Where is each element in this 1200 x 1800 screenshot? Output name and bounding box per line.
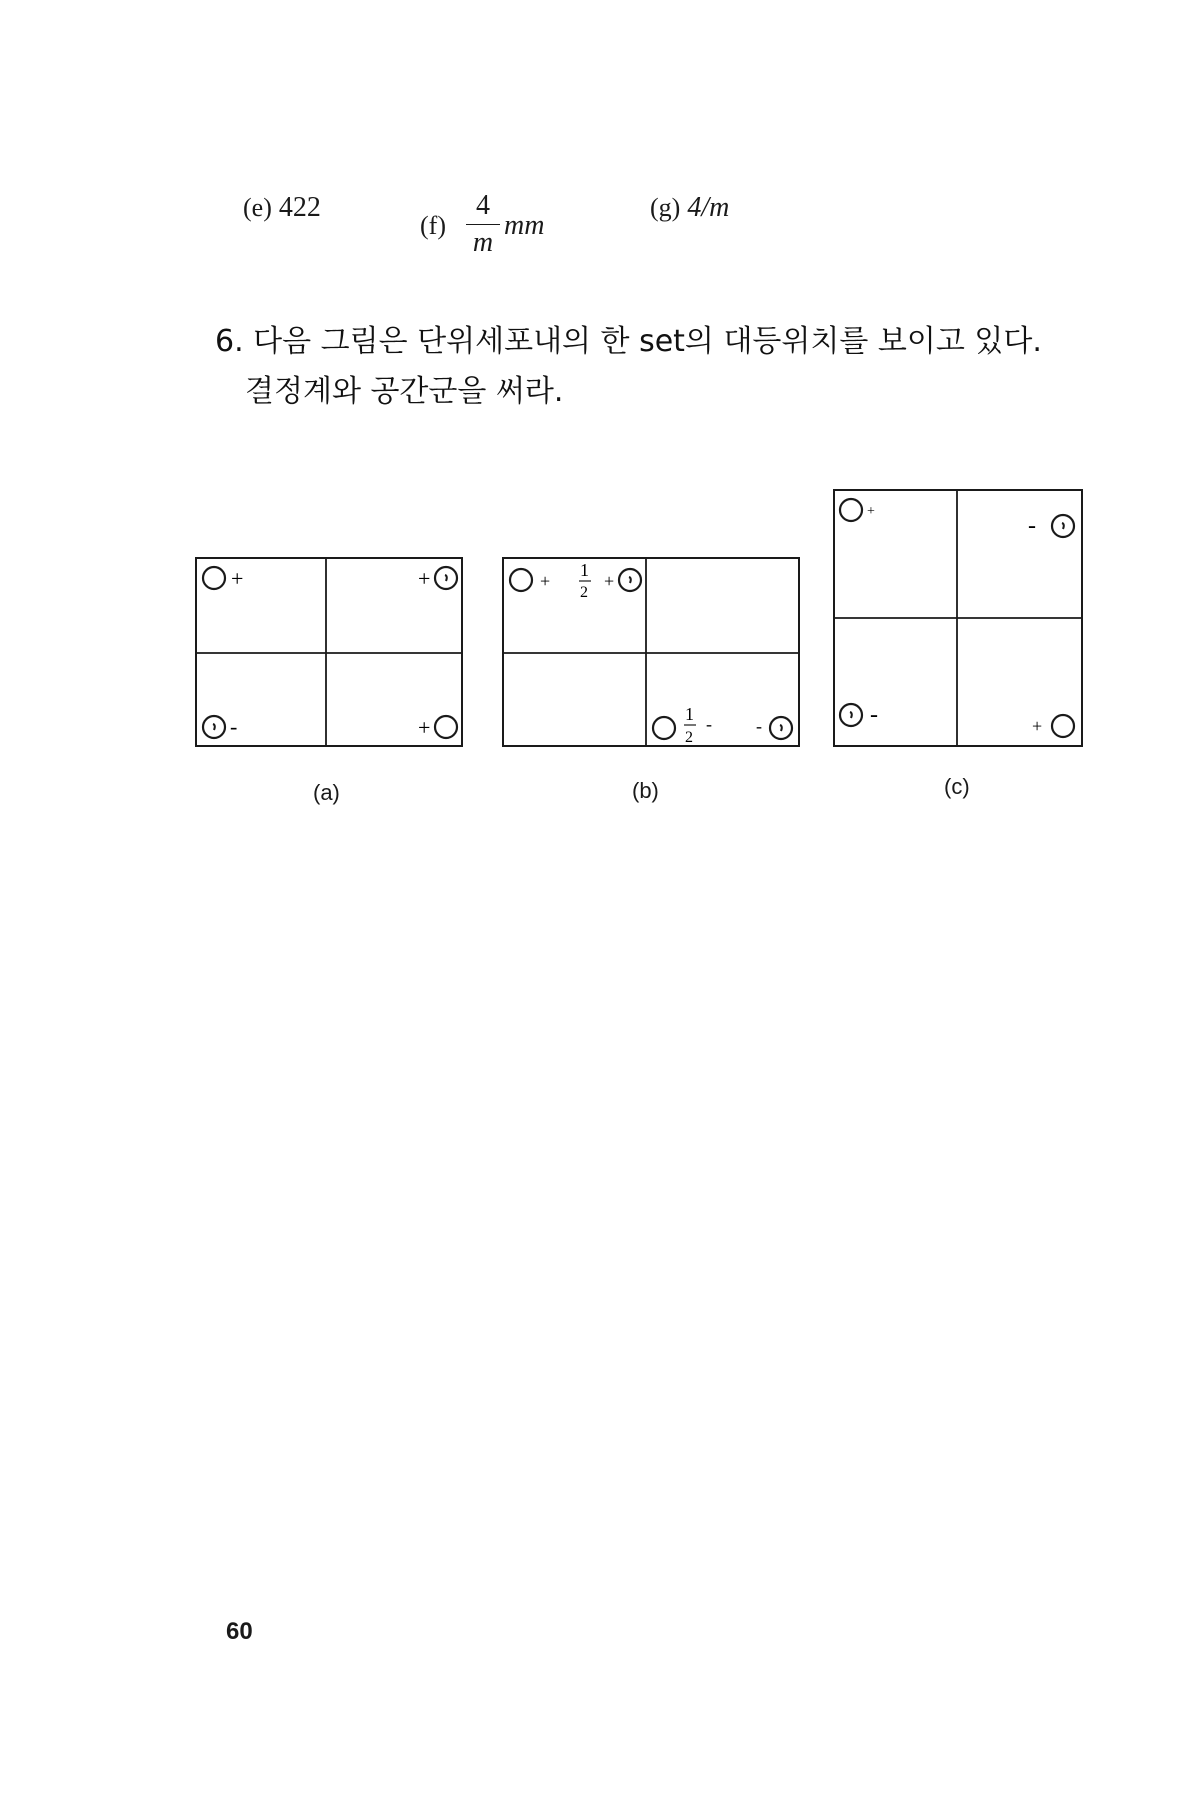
sign-a-2: + <box>418 566 431 591</box>
answer-g <box>650 192 729 224</box>
fraction-bar <box>466 224 500 225</box>
answer-g-value: 4/m <box>687 192 730 223</box>
sign-c-3: - <box>870 702 878 728</box>
question-6 <box>215 317 1095 417</box>
sign-c-2: - <box>1028 513 1036 539</box>
figure-a-label: (a) <box>313 780 340 805</box>
position-a-1 <box>203 567 225 589</box>
sign-a-3: - <box>230 714 238 739</box>
question-line-1 <box>215 317 1095 367</box>
position-c-1 <box>840 499 862 521</box>
answer-f-fraction <box>466 190 500 259</box>
position-b-2 <box>619 569 641 591</box>
answer-e <box>243 192 321 224</box>
position-c-2 <box>1052 515 1074 537</box>
answer-g-label: (g) <box>650 193 681 222</box>
answer-f <box>420 210 446 242</box>
half-num-b-1: 1 <box>580 560 589 580</box>
position-b-3 <box>653 717 675 739</box>
figure-a <box>196 558 462 746</box>
answer-e-value: 422 <box>278 192 321 223</box>
sign-c-4: + <box>1032 716 1043 736</box>
answer-f-label: (f) <box>420 211 446 240</box>
sign-b-4: - <box>756 716 762 736</box>
figure-c-label: (c) <box>944 774 970 799</box>
position-a-4 <box>435 716 457 738</box>
figure-b <box>503 558 799 746</box>
position-a-2 <box>435 567 457 589</box>
question-text-1: 다음 그림은 단위세포내의 한 set의 대등위치를 보이고 있다. <box>253 324 1042 359</box>
fraction-denominator: m <box>472 227 494 258</box>
fraction-numerator: 4 <box>476 190 490 221</box>
position-a-3 <box>203 716 225 738</box>
sign-a-1: + <box>231 566 244 591</box>
sign-b-2: + <box>604 571 615 591</box>
sign-c-1: + <box>867 504 875 519</box>
figure-b-label: (b) <box>632 778 659 803</box>
question-number: 6. <box>215 324 244 359</box>
position-b-4 <box>770 717 792 739</box>
half-num-b-2: 1 <box>685 704 694 724</box>
answer-e-label: (e) <box>243 193 272 222</box>
half-den-b-2: 2 <box>685 729 693 746</box>
page-number: 60 <box>226 1618 253 1645</box>
sign-b-3: - <box>706 714 712 734</box>
answer-f-suffix: mm <box>504 210 545 241</box>
position-c-3 <box>840 704 862 726</box>
question-text-2: 결정계와 공간군을 써라. <box>245 374 564 409</box>
position-b-1 <box>510 569 532 591</box>
sign-b-1: + <box>540 571 551 591</box>
half-den-b-1: 2 <box>580 584 588 601</box>
figures-diagram <box>0 470 1200 830</box>
position-c-4 <box>1052 715 1074 737</box>
sign-a-4: + <box>418 715 431 740</box>
figure-c <box>834 490 1082 746</box>
